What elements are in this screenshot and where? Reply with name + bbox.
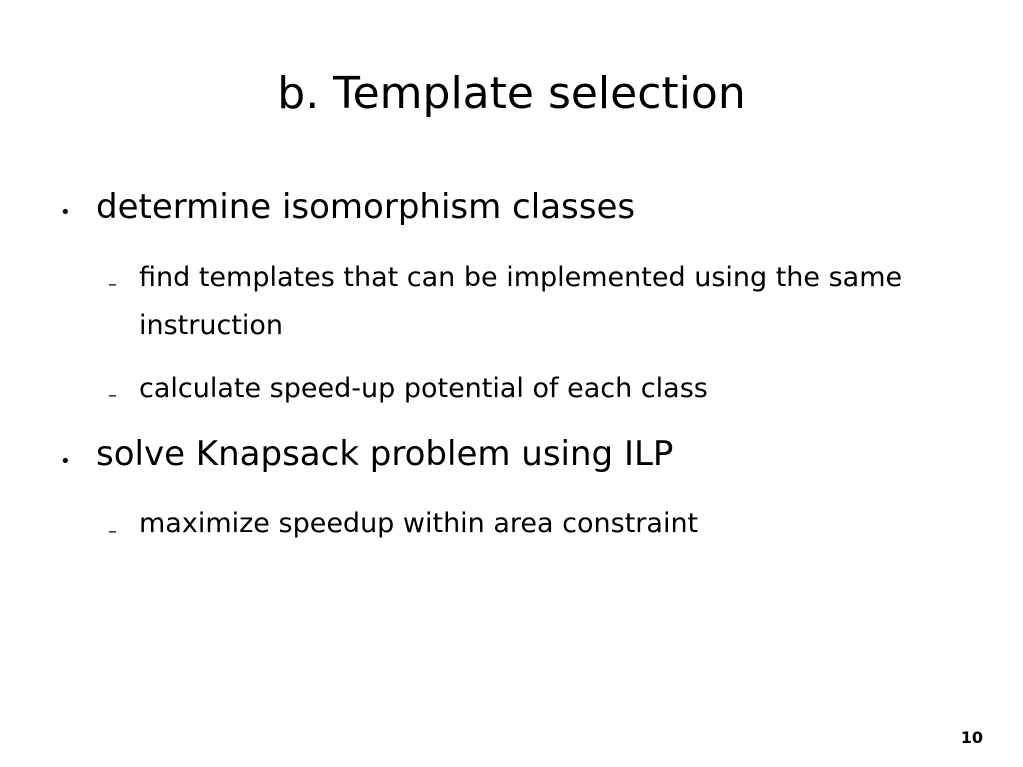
dash-icon: –	[108, 385, 117, 406]
sub-bullet-text: maximize speedup within area constraint	[139, 508, 699, 539]
bullet-text: determine isomorphism classes	[96, 187, 636, 227]
bullet-dot-icon: •	[60, 202, 71, 223]
sub-bullet-text: find templates that can be implemented using the same instruction	[139, 262, 903, 341]
page-number: 10	[960, 728, 983, 747]
dash-icon: –	[108, 521, 117, 542]
slide-title: b. Template selection	[277, 68, 746, 119]
bullet-text: solve Knapsack problem using ILP	[96, 434, 674, 474]
sub-bullet-text: calculate speed-up potential of each class	[139, 373, 708, 404]
bullet-dot-icon: •	[60, 451, 71, 472]
dash-icon: –	[108, 274, 117, 295]
